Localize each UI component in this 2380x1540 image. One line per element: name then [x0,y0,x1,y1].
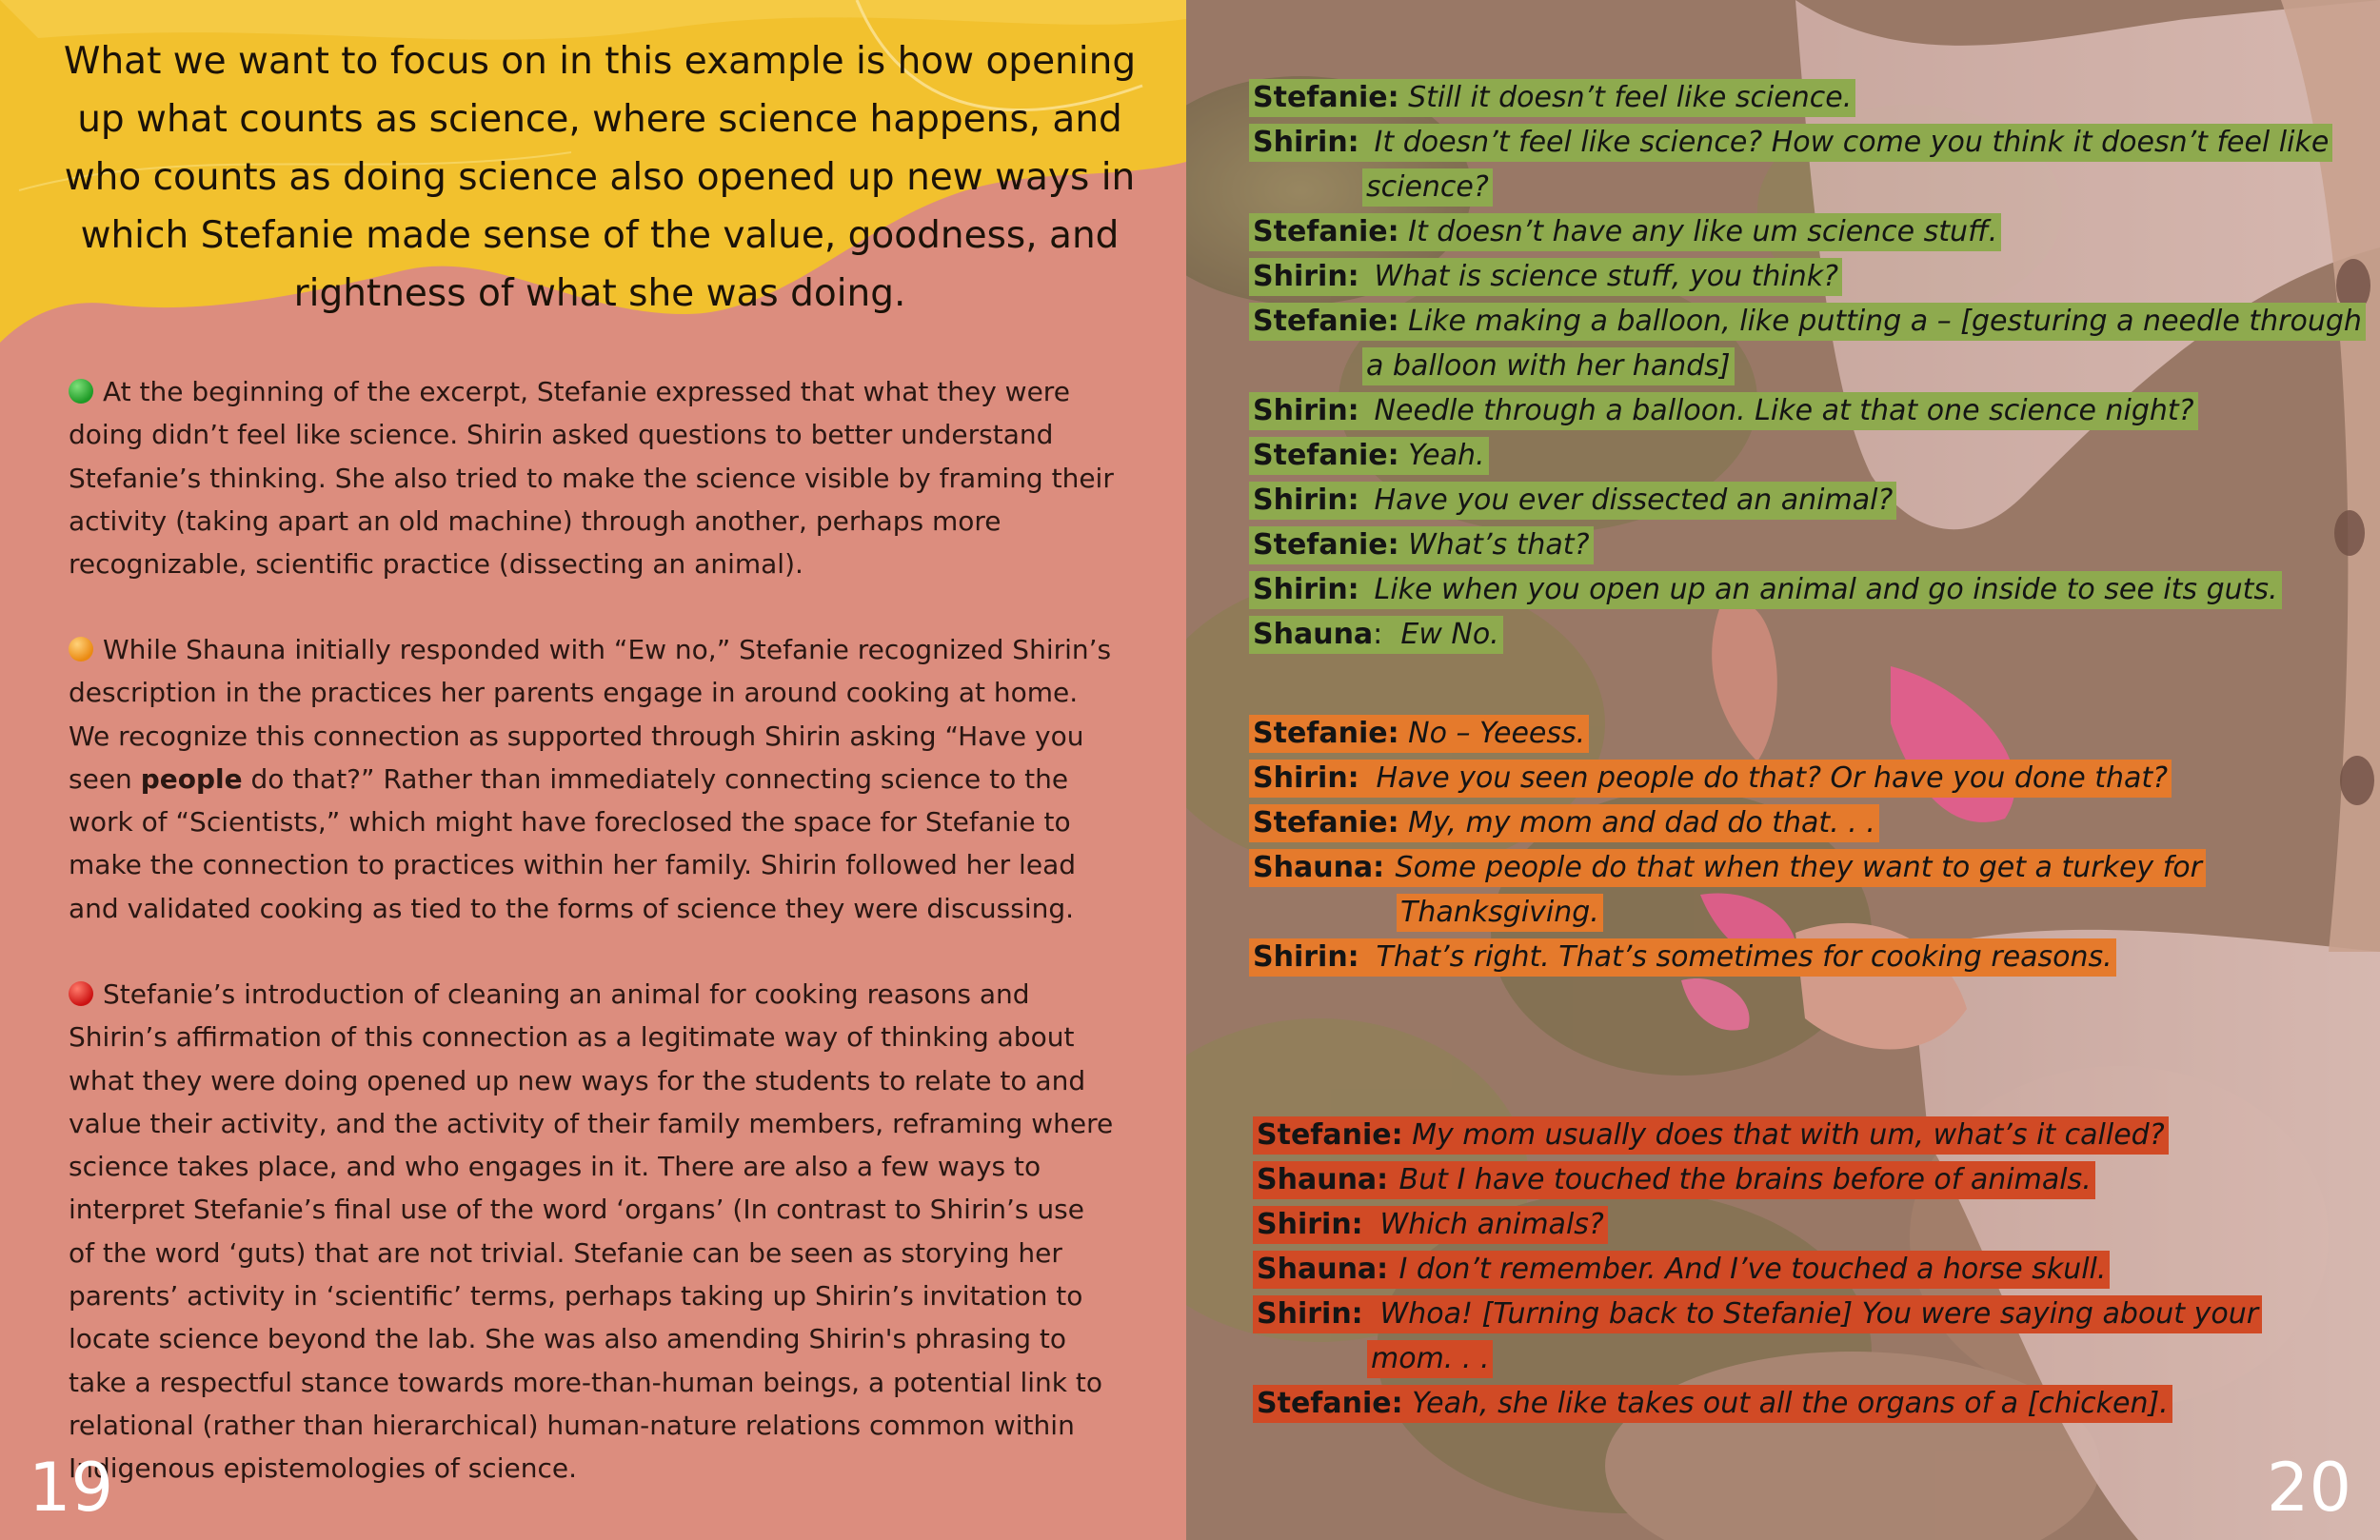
paragraph-orange-text-2: do that?” Rather than immediately connecting science to the work of “Scientists,” which might have foreclosed the space for Stefanie to make the connection to practices within her family. Shirin followed her lead and validated cooking as tied to the forms of science they were discussing. [69,762,1076,924]
dialogue-line: Shirin: Whoa! [Turning back to Stefanie] You were saying about your [1186,1292,2380,1336]
intro-text: What we want to focus on in this example is how opening up what counts as science, where science happens, and who counts as doing science also opened up new ways in which Stefanie made sense of the value, goodness, and rightness of what she was doing. [63,40,1137,315]
dialogue-line: Shauna: I don’t remember. And I’ve touched a horse skull. [1186,1247,2380,1292]
page-number-right: 20 [2266,1449,2351,1527]
dialogue-line-continuation: mom. . . [1186,1336,2380,1381]
red-circle-icon [69,981,93,1006]
dialogue-line-continuation: a balloon with her hands] [1186,344,2380,388]
dialogue-line-continuation: Thanksgiving. [1186,890,2380,935]
right-page [1186,0,2380,1540]
dialogue-line: Shauna: Some people do that when they want to get a turkey for [1186,845,2380,890]
paragraph-orange-text-1: While Shauna initially responded with “Ew no,” Stefanie recognized Shirin’s description in the practices her parents engage in around cooking at home. We recognize this connection as supported through Shirin asking “Have you seen [69,634,1112,795]
dialogue-line: Shirin: It doesn’t feel like science? How come you think it doesn’t feel like [1186,120,2380,165]
dialogue-line: Stefanie: Yeah, she like takes out all the organs of a [chicken]. [1186,1381,2380,1426]
paragraph-orange-bold: people [140,762,243,795]
dialogue-line: Stefanie: Like making a balloon, like putting a – [gesturing a needle through [1186,299,2380,344]
dialogue-line: Shirin: Needle through a balloon. Like at that one science night? [1186,388,2380,433]
dialogue-line: Shirin: Like when you open up an animal and go inside to see its guts. [1186,567,2380,612]
dialogue-line: Stefanie: It doesn’t have any like um science stuff. [1186,209,2380,254]
dialogue-line: Shirin: Have you ever dissected an animal? [1186,478,2380,523]
paragraph-orange [69,628,1116,930]
dialogue-line: Shirin: Which animals? [1186,1202,2380,1247]
left-page [0,0,1186,1540]
paragraph-green-text: At the beginning of the excerpt, Stefanie expressed that what they were doing didn’t feel like science. Shirin asked questions to better understand Stefanie’s thinking. She also tried to make the science visible by framing their activity (taking apart an old machine) through another, perhaps more recognizable, scientific practice (dissecting an animal). [69,376,1114,581]
green-circle-icon [69,379,93,404]
page-number-left: 19 [29,1449,114,1527]
dialogue-line: Stefanie: My, my mom and dad do that. . . [1186,800,2380,845]
dialogue-line-continuation: science? [1186,165,2380,209]
dialogue-line: Stefanie: What’s that? [1186,523,2380,567]
dialogue-line: Shauna: But I have touched the brains before of animals. [1186,1157,2380,1202]
dialogue-line: Stefanie: No – Yeeess. [1186,711,2380,756]
dialogue-line: Stefanie: Still it doesn’t feel like science. [1186,75,2380,120]
dialogue-line: Shirin: That’s right. That’s sometimes for cooking reasons. [1186,935,2380,979]
paragraph-green [69,370,1116,585]
dialogue-line: Shirin: What is science stuff, you think? [1186,254,2380,299]
dialogue-line: Shauna: Ew No. [1186,612,2380,657]
dialogue-line: Stefanie: My mom usually does that with um, what’s it called? [1186,1113,2380,1157]
orange-circle-icon [69,637,93,661]
dialogue-line: Stefanie: Yeah. [1186,433,2380,478]
dialogue-line: Shirin: Have you seen people do that? Or have you done that? [1186,756,2380,800]
paragraph-red [69,973,1116,1491]
paragraph-red-text: Stefanie’s introduction of cleaning an animal for cooking reasons and Shirin’s affirmation of this connection as a legitimate way of thinking about what they were doing opened up new ways for the students to relate to and value their activity, and the activity of their family members, reframing where science takes place, and who engages in it. There are also a few ways to interpret Stefanie’s final use of the word ‘organs’ (In contrast to Shirin’s use of the word ‘guts) that are not trivial. Stefanie can be seen as storying her parents’ activity in ‘scientific’ terms, perhaps taking up Shirin’s invitation to locate science beyond the lab. She was also amending Shirin's phrasing to take a respectful stance towards more-than-human beings, a potential link to relational (rather than hierarchical) human-nature relations common within Indigenous epistemologies of science. [69,978,1114,1485]
